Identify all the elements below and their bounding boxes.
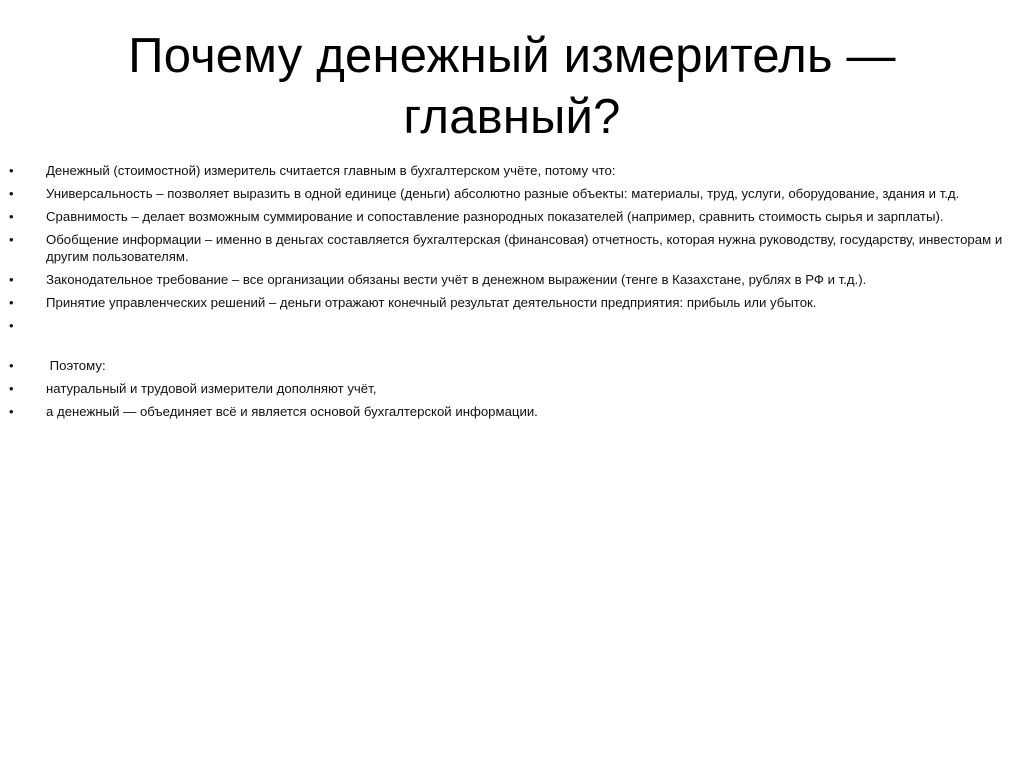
bullet-text: Сравнимость – делает возможным суммирование и сопоставление разнородных показателей (например, сравнить стоимость сырья и зарплаты). — [46, 209, 944, 224]
bullet-monetary-unifies — [0, 403, 1024, 420]
bullet-empty — [0, 317, 1024, 334]
bullet-dot-icon: • — [9, 381, 14, 396]
bullet-text: Поэтому: — [46, 358, 106, 373]
slide-title: Почему денежный измеритель — главный? — [128, 29, 896, 144]
bullet-natural-labor — [0, 380, 1024, 397]
bullet-text: Универсальность – позволяет выразить в одной единице (деньги) абсолютно разные объекты: материалы, труд, услуги, оборудование, здания и т.д. — [46, 186, 960, 201]
bullet-text: Законодательное требование – все организации обязаны вести учёт в денежном выражении (тенге в Казахстане, рублях в РФ и т.д.). — [46, 272, 867, 287]
bullet-universality — [0, 185, 1024, 202]
bullet-dot-icon: • — [9, 272, 14, 287]
bullet-list — [0, 162, 1024, 426]
bullet-dot-icon: • — [9, 358, 14, 373]
bullet-dot-icon: • — [9, 295, 14, 310]
bullet-text: а денежный — объединяет всё и является основой бухгалтерской информации. — [46, 404, 538, 419]
bullet-decisions — [0, 294, 1024, 311]
bullet-dot-icon: • — [9, 186, 14, 201]
bullet-text: натуральный и трудовой измерители дополняют учёт, — [46, 381, 377, 396]
bullet-therefore — [0, 357, 1024, 374]
bullet-dot-icon: • — [9, 163, 14, 178]
bullet-generalization — [0, 231, 1024, 265]
bullet-dot-icon: • — [9, 404, 14, 419]
bullet-dot-icon: • — [9, 209, 14, 224]
bullet-dot-icon: • — [9, 318, 14, 333]
bullet-text: Обобщение информации – именно в деньгах составляется бухгалтерская (финансовая) отчетность, которая нужна руководству, государству, инвесторам и другим пользователям. — [46, 232, 1003, 264]
bullet-comparability — [0, 208, 1024, 225]
bullet-dot-icon: • — [9, 232, 14, 247]
bullet-text: Принятие управленческих решений – деньги отражают конечный результат деятельности предприятия: прибыль или убыток. — [46, 295, 817, 310]
bullet-text: Денежный (стоимостной) измеритель считается главным в бухгалтерском учёте, потому что: — [46, 163, 616, 178]
bullet-legislation — [0, 271, 1024, 288]
bullet-intro — [0, 162, 1024, 179]
